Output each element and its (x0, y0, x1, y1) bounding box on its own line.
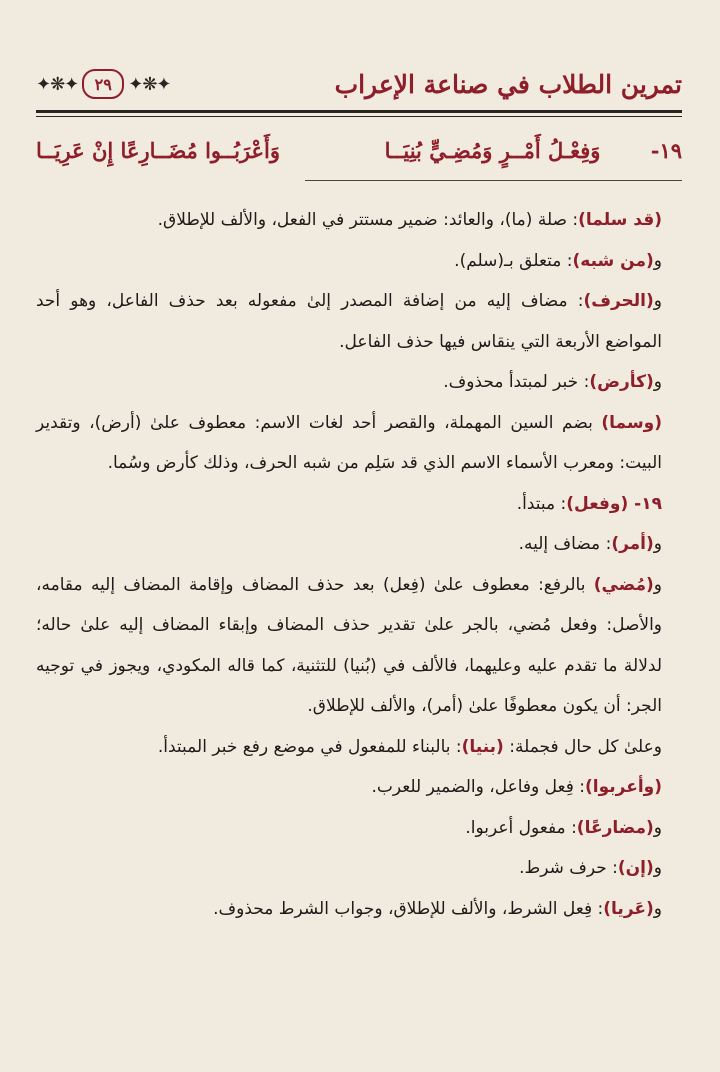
ornament-right-icon: ✦❋✦ (128, 73, 171, 95)
commentary-paragraph (36, 565, 684, 727)
verse-hemistich-second: وَأَعْرَبُــوا مُضَــارِعًا إِنْ عَرِيَــا (36, 137, 281, 163)
commentary-text: : فِعل وفاعل، والضمير للعرب. (371, 777, 585, 797)
highlighted-term: (كأرض) (589, 372, 654, 392)
highlighted-term: (قد سلما) (578, 210, 662, 230)
commentary-paragraph (36, 200, 684, 241)
commentary-paragraph (36, 848, 684, 889)
commentary-paragraph (36, 281, 684, 362)
commentary-text: مقامه، والأصل: وفعل مُضي، بالجر علىٰ تقدير حذف المضاف وإبقاء المضاف إليه (36, 574, 663, 635)
book-title: تمرين الطلاب في صناعة الإعراب (334, 69, 682, 99)
highlighted-term: (من شبه) (572, 250, 654, 271)
commentary-text: : مبتدأ. (516, 493, 567, 514)
commentary-paragraph (36, 362, 684, 403)
header-rule-thin (36, 116, 682, 117)
commentary-text: بضم السين المهملة، والقصر أحد لغات الاسم: معطوف علىٰ (149, 412, 602, 433)
header-rule-thick (36, 110, 682, 113)
poem-verse (36, 130, 682, 170)
commentary-text: : مضاف إليه. (518, 534, 612, 554)
highlighted-term: (وأعربوا) (585, 777, 662, 797)
verse-number: ١٩- (650, 137, 682, 163)
commentary-paragraph (36, 524, 684, 565)
commentary-paragraph (36, 727, 684, 768)
commentary-text: : حرف شرط. (519, 858, 618, 878)
commentary-paragraph (36, 767, 684, 808)
commentary-text: و (653, 898, 662, 919)
commentary-text: وعلىٰ كل حال فجملة: (503, 736, 662, 757)
verse-hemistich-first: وَفِعْـلُ أَمْــرٍ وَمُضِـيٍّ بُنِيَــا (384, 137, 601, 163)
commentary-text: : مضاف إليه من إضافة المصدر إلىٰ مفعوله بعد حذف الفاعل، وهو (70, 291, 584, 311)
commentary-text: وذلك كأرض وسُما. (107, 453, 239, 473)
highlighted-term: ١٩- (وفعل) (566, 493, 662, 514)
commentary-text: و (653, 817, 662, 838)
commentary-paragraph (36, 889, 684, 930)
commentary-text: ويجوز في توجيه الجر: أن يكون معطوفًا علىٰ (أمر)، والألف للإطلاق. (36, 655, 662, 716)
commentary-text: و (653, 858, 662, 878)
commentary-text: و (653, 574, 663, 595)
commentary-text: : خبر لمبتدأ محذوف. (443, 372, 590, 392)
commentary-text: : فِعل الشرط، والألف للإطلاق، وجواب الشرط محذوف. (213, 898, 604, 919)
page-header (36, 62, 682, 106)
commentary-text: و (653, 534, 662, 554)
commentary-paragraph (36, 241, 684, 282)
highlighted-term: (أمر) (611, 534, 654, 554)
highlighted-term: (وسما) (601, 412, 662, 433)
commentary-text: و (653, 291, 662, 311)
commentary-text: علىٰ حاله؛ لدلالة ما تقدم عليه وعليهما، فالألف في (بُنيا) للتثنية، كما قاله المكودي، (36, 615, 663, 676)
highlighted-term: (الحرف) (583, 291, 654, 311)
page-number-ornament (36, 69, 171, 99)
highlighted-term: (إن) (617, 858, 654, 878)
commentary-paragraph (36, 403, 684, 484)
commentary-text: : مفعول أعربوا. (465, 817, 577, 838)
commentary-text: بالرفع: معطوف علىٰ (فِعل) بعد حذف المضاف وإقامة المضاف إليه (90, 574, 594, 595)
commentary-body (36, 200, 684, 929)
commentary-text: و (653, 250, 662, 271)
commentary-text: (أرض)، وتقدير البيت: ومعرب الأسماء الاسم الذي قد سَلِم من شبه الحرف، (36, 412, 662, 473)
commentary-text: : صلة (ما)، والعائد: ضمير مستتر في الفعل، والألف للإطلاق. (157, 210, 579, 230)
verse-rule (305, 180, 682, 181)
commentary-paragraph (36, 484, 684, 525)
ornament-left-icon: ✦❋✦ (36, 73, 79, 95)
commentary-text: : متعلق بـ(سلم). (454, 250, 573, 271)
highlighted-term: (بنيا) (461, 736, 504, 757)
commentary-text: و (653, 372, 662, 392)
commentary-text: أحد المواضع الأربعة التي ينقاس فيها حذف الفاعل. (36, 291, 662, 352)
highlighted-term: (عَريا) (603, 898, 654, 919)
highlighted-term: (مُضي) (593, 574, 654, 595)
highlighted-term: (مضارعًا) (576, 817, 654, 838)
commentary-text: : بالبناء للمفعول في موضع رفع خبر المبتدأ. (157, 736, 462, 757)
page-number: ٢٩ (82, 69, 124, 99)
commentary-paragraph (36, 808, 684, 849)
